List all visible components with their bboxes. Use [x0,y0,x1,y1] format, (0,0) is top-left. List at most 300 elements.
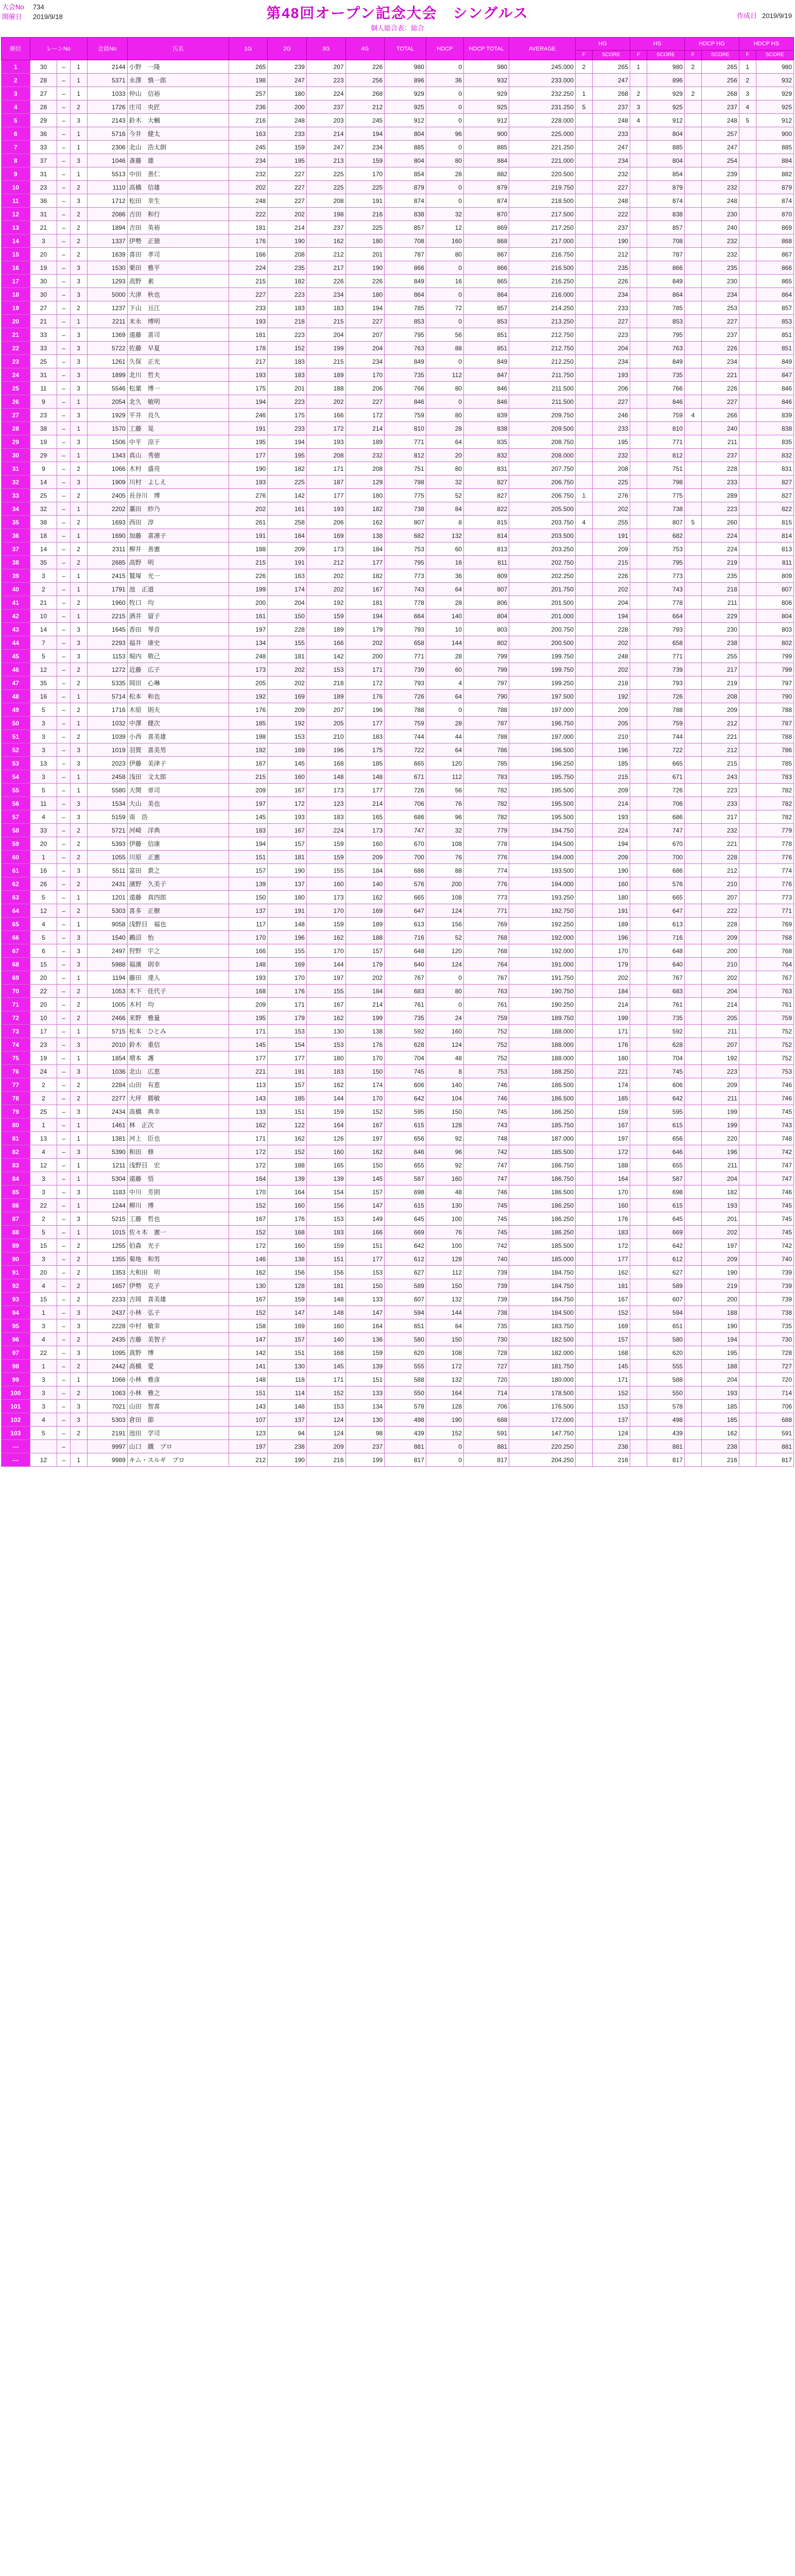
cell-hhgf [684,1400,701,1413]
cell-hhsf [739,1373,756,1386]
cell-hg: 268 [592,87,630,100]
cell-g1: 246 [229,409,268,422]
cell-ht: 745 [464,1226,509,1239]
sub-score: SCORE [756,50,793,60]
cell-g4: 177 [345,1252,385,1266]
cell-hsf [630,1185,647,1199]
cell-pos: 1 [70,690,87,703]
cell-hgf [576,476,593,489]
cell-hhgf [684,690,701,703]
cell-g3: 167 [306,998,345,1011]
table-row [2,1413,794,1427]
cell-member: 5714 [87,690,127,703]
cell-ht: 835 [464,435,509,449]
cell-g4: 226 [345,60,385,74]
cell-avg: 211.500 [509,382,576,395]
cell-hg: 172 [592,1145,630,1159]
cell-hg: 191 [592,529,630,543]
cell-hhs: 879 [756,181,793,194]
cell-ht: 747 [464,1159,509,1172]
cell-hg: 170 [592,944,630,958]
cell-hdcp: 60 [426,543,463,556]
cell-avg: 207.750 [509,462,576,476]
table-row [2,315,794,328]
table-row [2,1092,794,1105]
cell-g3: 188 [306,382,345,395]
cell-rank: 25 [2,382,30,395]
cell-pos: 3 [70,743,87,757]
cell-pos: 1 [70,529,87,543]
cell-name: 福井 康史 [127,636,229,650]
cell-hg: 137 [592,1413,630,1427]
cell-hsf [630,1118,647,1132]
cell-lane: 25 [30,1105,57,1118]
cell-hg: 276 [592,489,630,502]
cell-name: 西田 淳 [127,516,229,529]
cell-hhg: 190 [701,1319,739,1333]
cell-name: 木村 均 [127,998,229,1011]
cell-g1: 216 [229,114,268,127]
cell-lane: 5 [30,703,57,717]
cell-hhg: 237 [701,449,739,462]
cell-g4: 130 [345,1413,385,1427]
cell-hhsf [739,516,756,529]
cell-hdcp: 64 [426,690,463,703]
cell-pos: 3 [70,342,87,355]
cell-dash: – [57,1333,70,1346]
cell-avg: 178.500 [509,1386,576,1400]
cell-g2: 183 [268,301,307,315]
cell-dash: – [57,167,70,181]
cell-total: 655 [385,1159,426,1172]
cell-member: 2415 [87,569,127,583]
cell-g2: 164 [268,1185,307,1199]
cell-g4: 234 [345,141,385,154]
cell-pos: 2 [70,1333,87,1346]
cell-total: 665 [385,891,426,904]
cell-pos: 1 [70,569,87,583]
cell-avg: 180.000 [509,1373,576,1386]
cell-rank: 10 [2,181,30,194]
cell-hhg: 215 [701,757,739,770]
cell-hhgf [684,985,701,998]
cell-hs: 642 [647,1092,684,1105]
cell-hdcp: 132 [426,1293,463,1306]
cell-ht: 738 [464,1306,509,1319]
cell-hgf [576,556,593,569]
cell-g1: 195 [229,1011,268,1025]
cell-g2: 235 [268,261,307,275]
cell-g2: 218 [268,315,307,328]
cell-g3: 207 [306,60,345,74]
cell-lane: 5 [30,1226,57,1239]
cell-hdcp: 80 [426,462,463,476]
cell-member: 1570 [87,422,127,435]
cell-lane: 3 [30,1172,57,1185]
cell-hgf [576,1199,593,1212]
cell-hhs: 851 [756,342,793,355]
cell-hhg: 201 [701,1212,739,1226]
cell-ht: 868 [464,234,509,248]
table-row [2,127,794,141]
cell-hs: 594 [647,1306,684,1319]
cell-member: 1645 [87,623,127,636]
cell-hhsf [739,234,756,248]
cell-hhg: 266 [701,409,739,422]
cell-pos: 3 [70,797,87,810]
table-row [2,757,794,770]
cell-g2: 157 [268,1078,307,1092]
cell-g2: 167 [268,784,307,797]
cell-g2: 169 [268,1319,307,1333]
cell-hg: 226 [592,275,630,288]
cell-rank: 81 [2,1132,30,1145]
cell-avg: 216.250 [509,275,576,288]
cell-ht: 853 [464,315,509,328]
cell-hhsf [739,676,756,690]
cell-hhgf [684,676,701,690]
cell-hdcp: 112 [426,1266,463,1279]
cell-lane: 3 [30,1373,57,1386]
cell-g3: 208 [306,194,345,208]
cell-dash: – [57,851,70,864]
cell-total: 645 [385,1212,426,1226]
cell-hhgf: 5 [684,516,701,529]
cell-g3: 210 [306,730,345,743]
cell-g1: 198 [229,74,268,87]
cell-hgf: 1 [576,489,593,502]
cell-pos: 3 [70,1400,87,1413]
cell-rank: 43 [2,623,30,636]
cell-avg: 186.750 [509,1172,576,1185]
cell-lane: 38 [30,516,57,529]
cell-member: 2293 [87,636,127,650]
cell-dash: – [57,395,70,409]
cell-dash: – [57,1145,70,1159]
cell-avg: 190.750 [509,985,576,998]
cell-hs: 606 [647,1078,684,1092]
cell-total: 849 [385,275,426,288]
cell-g3: 170 [306,904,345,918]
cell-name: 吉岡 喜美雄 [127,1293,229,1306]
cell-g2: 172 [268,797,307,810]
cell-dash: – [57,1427,70,1440]
cell-g2: 161 [268,502,307,516]
table-row [2,931,794,944]
cell-lane: 3 [30,770,57,784]
cell-lane: 10 [30,1011,57,1025]
cell-total: 854 [385,167,426,181]
cell-hsf [630,810,647,824]
cell-hgf [576,328,593,342]
cell-g1: 276 [229,489,268,502]
cell-hsf [630,1226,647,1239]
cell-g1: 152 [229,1306,268,1319]
cell-ht: 846 [464,382,509,395]
cell-hs: 761 [647,998,684,1011]
cell-g1: 168 [229,985,268,998]
table-row [2,74,794,87]
cell-hdcp: 80 [426,985,463,998]
cell-hgf [576,931,593,944]
cell-hgf [576,422,593,435]
cell-dash: – [57,502,70,516]
cell-hs: 658 [647,636,684,650]
cell-hgf [576,234,593,248]
cell-total: 607 [385,1293,426,1306]
cell-name: 長谷川 博 [127,489,229,502]
cell-g1: 234 [229,154,268,167]
cell-name: 倉田 節 [127,1413,229,1427]
cell-g1: 192 [229,690,268,703]
cell-hhgf [684,1118,701,1132]
cell-dash: – [57,141,70,154]
cell-pos: 2 [70,221,87,234]
cell-g4: 256 [345,74,385,87]
cell-dash: – [57,328,70,342]
cell-hhs: 782 [756,784,793,797]
cell-g2: 159 [268,1293,307,1306]
cell-hsf [630,435,647,449]
cell-name: 工藤 晃 [127,422,229,435]
cell-lane: 3 [30,717,57,730]
cell-hhs: 738 [756,1306,793,1319]
cell-g3: 159 [306,837,345,851]
cell-g1: 232 [229,167,268,181]
cell-ht: 745 [464,1212,509,1226]
cell-g2: 195 [268,154,307,167]
cell-rank: 70 [2,985,30,998]
cell-hdcp: 0 [426,703,463,717]
cell-g3: 148 [306,770,345,784]
cell-total: 798 [385,476,426,489]
cell-g3: 202 [306,569,345,583]
cell-total: 925 [385,100,426,114]
results-body [2,60,794,1467]
cell-hhg: 224 [701,543,739,556]
cell-lane: 20 [30,837,57,851]
cell-name: 吉藤 美智子 [127,1333,229,1346]
cell-ht: 787 [464,717,509,730]
cell-hhsf [739,261,756,275]
cell-rank: 98 [2,1360,30,1373]
cell-g2: 139 [268,1172,307,1185]
cell-hhsf [739,355,756,368]
cell-hsf [630,944,647,958]
cell-ht: 822 [464,502,509,516]
cell-g1: 161 [229,609,268,623]
cell-hdcp: 190 [426,1413,463,1427]
cell-g2: 233 [268,422,307,435]
cell-total: 700 [385,851,426,864]
sub-f: F [684,50,701,60]
cell-avg: 245.000 [509,60,576,74]
cell-avg: 211.750 [509,368,576,382]
created-label: 作成日 [737,12,757,20]
cell-hhsf [739,208,756,221]
cell-hhg: 232 [701,248,739,261]
cell-lane: 14 [30,623,57,636]
cell-g2: 157 [268,837,307,851]
cell-rank: 75 [2,1052,30,1065]
cell-hgf: 2 [576,60,593,74]
cell-pos: 1 [70,1453,87,1467]
table-row [2,502,794,516]
cell-hhg: 240 [701,221,739,234]
cell-total: 864 [385,288,426,301]
cell-dash: – [57,1413,70,1427]
cell-hhgf [684,422,701,435]
cell-hgf [576,770,593,784]
cell-hs: 896 [647,74,684,87]
cell-total: 761 [385,998,426,1011]
cell-rank: 52 [2,743,30,757]
created-date [737,10,792,20]
table-row [2,1212,794,1226]
cell-g4: 184 [345,543,385,556]
cell-rank: 31 [2,462,30,476]
cell-hhsf [739,569,756,583]
cell-hsf [630,985,647,998]
cell-hhgf [684,1279,701,1293]
cell-g3: 198 [306,208,345,221]
cell-g4: 162 [345,516,385,529]
cell-hs: 773 [647,569,684,583]
cell-hhsf [739,757,756,770]
cell-ht: 742 [464,1239,509,1252]
cell-rank: 94 [2,1306,30,1319]
cell-avg: 199.250 [509,676,576,690]
cell-g2: 202 [268,208,307,221]
cell-avg: 194.000 [509,851,576,864]
cell-g4: 169 [345,904,385,918]
cell-g4: 129 [345,476,385,489]
cell-total: 912 [385,114,426,127]
cell-g3: 199 [306,342,345,355]
cell-hs: 555 [647,1360,684,1373]
cell-rank: 99 [2,1373,30,1386]
cell-ht: 932 [464,74,509,87]
cell-hhs: 742 [756,1239,793,1252]
cell-hhg: 221 [701,730,739,743]
cell-g2: 176 [268,985,307,998]
cell-g2: 190 [268,1453,307,1467]
cell-g4: 179 [345,958,385,971]
cell-g2: 183 [268,355,307,368]
cell-hs: 498 [647,1413,684,1427]
cell-g2: 209 [268,543,307,556]
cell-dash: – [57,248,70,261]
cell-pos: 1 [70,422,87,435]
cell-hhsf [739,382,756,395]
cell-name: 伊勢 正徳 [127,234,229,248]
cell-hgf [576,502,593,516]
cell-hhsf [739,918,756,931]
table-row [2,1293,794,1306]
cell-hdcp: 200 [426,877,463,891]
cell-dash: – [57,784,70,797]
cell-lane: 3 [30,1319,57,1333]
cell-g4: 194 [345,127,385,141]
table-row [2,998,794,1011]
cell-member: 2143 [87,114,127,127]
cell-name: 鷲塚 光一 [127,569,229,583]
cell-g1: 233 [229,301,268,315]
cell-g4: 165 [345,810,385,824]
cell-dash: – [57,770,70,784]
cell-hhsf [739,636,756,650]
cell-hg: 247 [592,141,630,154]
cell-g3: 148 [306,1293,345,1306]
cell-lane: 38 [30,422,57,435]
cell-name: 中川 芳則 [127,1185,229,1199]
cell-rank: 39 [2,569,30,583]
cell-hs: 682 [647,529,684,543]
cell-avg: 216.000 [509,288,576,301]
cell-ht: 739 [464,1279,509,1293]
cell-pos: 1 [70,315,87,328]
cell-name: 福濱 則幸 [127,958,229,971]
cell-hsf [630,717,647,730]
cell-hhg: 162 [701,1427,739,1440]
sub-score: SCORE [592,50,630,60]
cell-hsf [630,1360,647,1373]
cell-hhg: 193 [701,1199,739,1212]
cell-rank: 80 [2,1118,30,1132]
cell-hsf [630,757,647,770]
cell-avg: 200.500 [509,636,576,650]
cell-rank: 83 [2,1159,30,1172]
cell-avg: 231.250 [509,100,576,114]
cell-avg: 184.750 [509,1279,576,1293]
cell-avg: 212.750 [509,328,576,342]
cell-member: 1015 [87,1226,127,1239]
cell-hhgf [684,1266,701,1279]
cell-hg: 196 [592,931,630,944]
cell-g4: 209 [345,851,385,864]
cell-g1: 176 [229,703,268,717]
cell-hhgf [684,355,701,368]
cell-hs: 665 [647,757,684,770]
cell-hhsf [739,1199,756,1212]
cell-hhsf [739,650,756,663]
cell-hg: 233 [592,127,630,141]
cell-rank: 59 [2,837,30,851]
table-row [2,1145,794,1159]
cell-g1: 147 [229,1333,268,1346]
cell-pos: 2 [70,181,87,194]
cell-hgf [576,194,593,208]
cell-g1: 193 [229,971,268,985]
cell-hhs: 797 [756,676,793,690]
cell-hhsf [739,1226,756,1239]
cell-rank: 85 [2,1185,30,1199]
cell-dash: – [57,154,70,167]
cell-hs: 929 [647,87,684,100]
cell-g2: 151 [268,1346,307,1360]
cell-avg: 191.000 [509,958,576,971]
cell-hgf: 4 [576,516,593,529]
cell-hs: 798 [647,476,684,489]
cell-hhs: 881 [756,1440,793,1453]
cell-hhs: 773 [756,891,793,904]
cell-hs: 778 [647,596,684,609]
cell-hhsf [739,1239,756,1252]
cell-g3: 223 [306,74,345,87]
cell-hg: 237 [592,100,630,114]
cell-total: 708 [385,234,426,248]
cell-hg: 232 [592,167,630,181]
